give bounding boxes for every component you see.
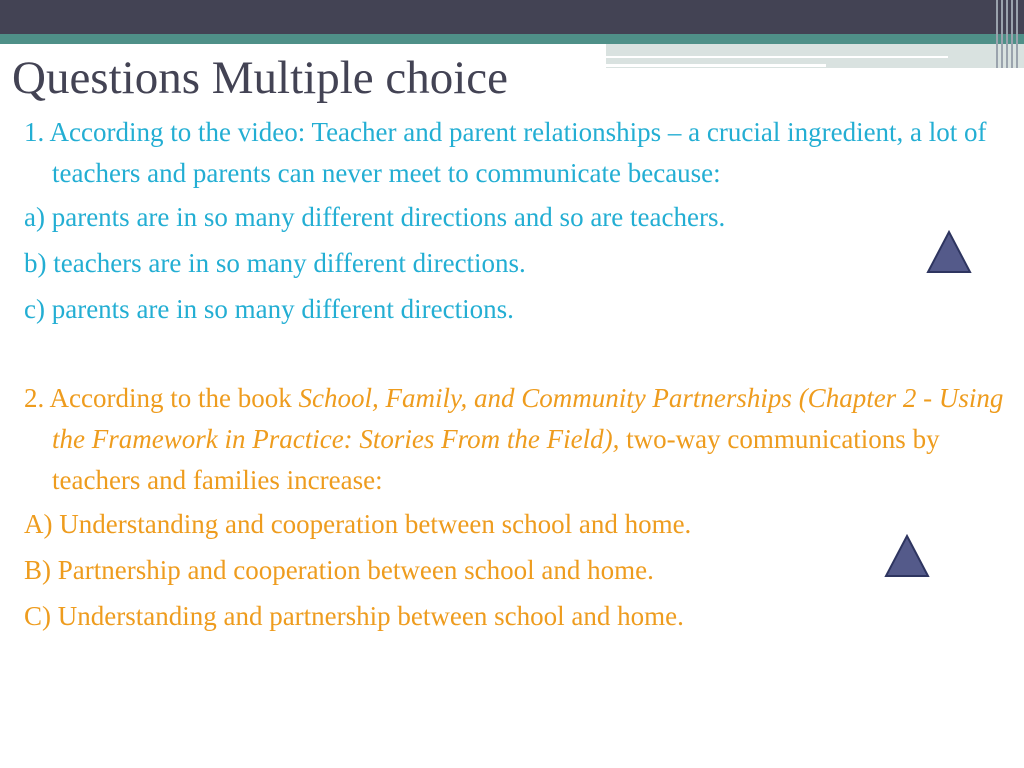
question-2-option-a: A) Understanding and cooperation between school and home. — [24, 509, 692, 539]
question-2-text-before: According to the book — [49, 383, 299, 413]
question-1-text: According to the video: Teacher and parent relationships – a crucial ingredient, a lot of teachers and parents can never meet to communicate because: — [49, 117, 987, 188]
question-spacer — [24, 332, 1004, 378]
question-1-option-a: a) parents are in so many different directions and so are teachers. — [24, 202, 726, 232]
question-2-option-b: B) Partnership and cooperation between school and home. — [24, 555, 654, 585]
question-2 — [24, 378, 1004, 501]
header-stripes — [994, 0, 1024, 68]
question-2-number: 2. — [24, 383, 45, 413]
question-1-option-c: c) parents are in so many different directions. — [24, 294, 514, 324]
question-1-option-b: b) teachers are in so many different directions. — [24, 248, 526, 278]
triangle-icon[interactable] — [884, 534, 930, 578]
question-2-book-title: School, Family, and Community Partnerships (Chapter 2 - Using the Framework in Practice: Stories From the Field), — [52, 383, 1004, 454]
slide-content — [24, 112, 1004, 639]
header-accent-line-2 — [606, 64, 826, 67]
question-2-option-c: C) Understanding and partnership between school and home. — [24, 601, 684, 631]
slide-title: Questions Multiple choice — [12, 52, 509, 104]
header-accent-line — [606, 56, 948, 58]
question-1 — [24, 112, 1004, 194]
triangle-icon[interactable] — [926, 230, 972, 274]
header-band-dark — [0, 0, 1024, 34]
question-1-number: 1. — [24, 117, 45, 147]
header-band-teal — [0, 34, 1024, 44]
question-2-text-after: two-way communications by teachers and families increase: — [52, 424, 940, 495]
